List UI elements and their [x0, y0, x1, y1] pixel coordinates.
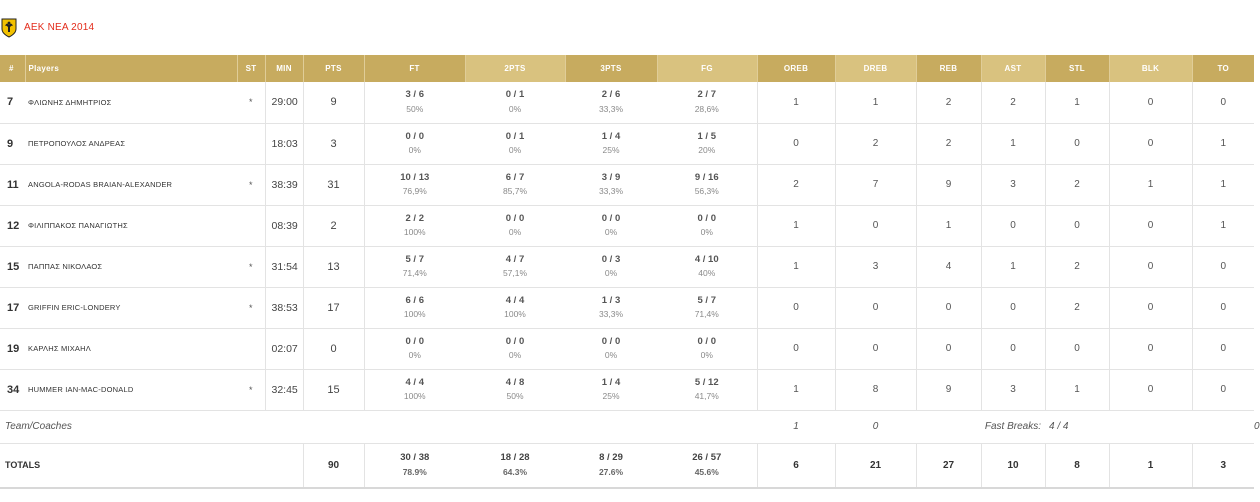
totals-dreb: 21: [835, 443, 916, 488]
totals-two-cell: [465, 443, 565, 488]
ft-pct: 100%: [403, 309, 426, 320]
two-made: 4 / 7: [505, 253, 525, 265]
fg-cell: [657, 328, 757, 369]
col-players: Players: [25, 55, 237, 82]
player-name[interactable]: ΦΛΙΩΝΗΣ ΔΗΜΗΤΡΙΟΣ: [25, 82, 237, 123]
fg-cell: [657, 123, 757, 164]
player-row: [0, 287, 1254, 328]
three-pct: 0%: [604, 268, 618, 279]
minutes: 29:00: [265, 82, 303, 123]
fg-made: 9 / 16: [694, 171, 719, 183]
starter-marker: [237, 123, 265, 164]
totals-blk: 1: [1109, 443, 1192, 488]
team-oreb: 1: [757, 410, 835, 443]
totals-ft-pct: 78.9%: [402, 467, 427, 478]
three-made: 1 / 3: [601, 294, 621, 306]
ft-pct: 0%: [408, 145, 421, 156]
two-made: 0 / 1: [505, 130, 525, 142]
points: 2: [303, 205, 364, 246]
minutes: 38:39: [265, 164, 303, 205]
aek-eagle-icon: [0, 18, 18, 38]
stl: 0: [1045, 123, 1109, 164]
fast-breaks-label: Fast Breaks:: [916, 410, 1045, 443]
totals-to: 3: [1192, 443, 1254, 488]
two-pct: 0%: [508, 104, 522, 115]
fg-cell: [657, 369, 757, 410]
team-header: [0, 0, 1254, 56]
col-ft: FT: [364, 55, 465, 82]
ft-pct: 0%: [408, 350, 421, 361]
dreb: 0: [835, 205, 916, 246]
fg-pct: 20%: [698, 145, 716, 156]
fg-pct: 41,7%: [694, 391, 719, 402]
three-cell: [565, 164, 657, 205]
three-made: 0 / 0: [601, 335, 621, 347]
ft-pct: 50%: [406, 104, 424, 115]
player-row: [0, 123, 1254, 164]
minutes: 32:45: [265, 369, 303, 410]
boxscore-table: [0, 55, 1260, 489]
to: 0: [1192, 369, 1254, 410]
reb: 0: [916, 287, 981, 328]
oreb: 1: [757, 82, 835, 123]
ast: 0: [981, 328, 1045, 369]
team-empty: [1192, 410, 1254, 443]
two-pct: 100%: [504, 309, 526, 320]
three-made: 0 / 3: [601, 253, 621, 265]
team-name[interactable]: AEK NEA 2014: [24, 22, 95, 33]
totals-two-pct: 64.3%: [502, 467, 528, 478]
minutes: 38:53: [265, 287, 303, 328]
starter-marker: [237, 328, 265, 369]
fg-pct: 0%: [700, 227, 713, 238]
col-dreb: DREB: [835, 55, 916, 82]
col-oreb: OREB: [757, 55, 835, 82]
dreb: 8: [835, 369, 916, 410]
stl: 2: [1045, 164, 1109, 205]
two-made: 4 / 8: [505, 376, 525, 388]
player-row: [0, 205, 1254, 246]
three-cell: [565, 369, 657, 410]
two-made: 0 / 1: [505, 89, 525, 101]
oreb: 2: [757, 164, 835, 205]
blk: 0: [1109, 82, 1192, 123]
fg-cell: [657, 164, 757, 205]
reb: 2: [916, 123, 981, 164]
totals-three-cell: [565, 443, 657, 488]
reb: 2: [916, 82, 981, 123]
col-ast: AST: [981, 55, 1045, 82]
stl: 0: [1045, 205, 1109, 246]
player-number: 9: [0, 123, 25, 164]
player-name[interactable]: GRIFFIN ERIC-LONDERY: [25, 287, 237, 328]
player-row: [0, 246, 1254, 287]
player-row: [0, 82, 1254, 123]
stl: 0: [1045, 328, 1109, 369]
fg-made: 5 / 7: [697, 294, 716, 306]
ft-cell: [364, 328, 465, 369]
oreb: 0: [757, 287, 835, 328]
minutes: 31:54: [265, 246, 303, 287]
to: 1: [1192, 205, 1254, 246]
team-dreb: 0: [835, 410, 916, 443]
three-made: 3 / 9: [601, 171, 621, 183]
fg-made: 4 / 10: [694, 253, 719, 265]
totals-reb: 27: [916, 443, 981, 488]
points: 3: [303, 123, 364, 164]
two-cell: [465, 246, 565, 287]
totals-ft: 30 / 38: [400, 452, 430, 464]
three-pct: 33,3%: [598, 309, 624, 320]
fast-breaks-value: 4 / 4: [1045, 410, 1109, 443]
two-pct: 85,7%: [502, 186, 528, 197]
three-pct: 0%: [604, 350, 618, 361]
minutes: 02:07: [265, 328, 303, 369]
reb: 9: [916, 164, 981, 205]
player-row: [0, 369, 1254, 410]
dreb: 1: [835, 82, 916, 123]
two-made: 0 / 0: [505, 212, 525, 224]
oreb: 0: [757, 328, 835, 369]
three-cell: [565, 328, 657, 369]
stl: 2: [1045, 287, 1109, 328]
three-made: 2 / 6: [601, 89, 621, 101]
ft-pct: 100%: [403, 391, 426, 402]
fg-pct: 40%: [698, 268, 716, 279]
three-cell: [565, 123, 657, 164]
points: 17: [303, 287, 364, 328]
reb: 4: [916, 246, 981, 287]
stl: 2: [1045, 246, 1109, 287]
two-cell: [465, 287, 565, 328]
totals-ast: 10: [981, 443, 1045, 488]
starter-marker: [237, 205, 265, 246]
three-pct: 25%: [602, 145, 620, 156]
ast: 3: [981, 369, 1045, 410]
ft-made: 0 / 0: [405, 335, 424, 347]
to: 0: [1192, 287, 1254, 328]
two-pct: 0%: [508, 227, 522, 238]
ft-cell: [364, 246, 465, 287]
points: 13: [303, 246, 364, 287]
team-coaches-label: Team/Coaches: [0, 410, 757, 443]
totals-stl: 8: [1045, 443, 1109, 488]
col-stl: STL: [1045, 55, 1109, 82]
header-row: [0, 55, 1254, 82]
col-num: #: [0, 55, 25, 82]
two-cell: [465, 369, 565, 410]
to: 1: [1192, 164, 1254, 205]
fg-made: 2 / 7: [697, 89, 716, 101]
fg-made: 5 / 12: [694, 376, 719, 388]
two-cell: [465, 82, 565, 123]
to: 0: [1192, 82, 1254, 123]
three-made: 1 / 4: [601, 376, 621, 388]
fg-cell: [657, 246, 757, 287]
two-cell: [465, 328, 565, 369]
totals-pts: 90: [303, 443, 364, 488]
blk: 0: [1109, 328, 1192, 369]
totals-ft-cell: [364, 443, 465, 488]
ft-made: 4 / 4: [405, 376, 424, 388]
player-number: 11: [0, 164, 25, 205]
team-empty: [1109, 410, 1192, 443]
dreb: 0: [835, 328, 916, 369]
ft-made: 0 / 0: [405, 130, 424, 142]
fg-made: 0 / 0: [697, 335, 716, 347]
blk: 0: [1109, 369, 1192, 410]
fg-pct: 0%: [700, 350, 713, 361]
fg-cell: [657, 205, 757, 246]
fg-pct: 28,6%: [694, 104, 719, 115]
player-name[interactable]: ΠΑΠΠΑΣ ΝΙΚΟΛΑΟΣ: [25, 246, 237, 287]
col-blk: BLK: [1109, 55, 1192, 82]
player-number: 34: [0, 369, 25, 410]
three-made: 1 / 4: [601, 130, 621, 142]
totals-fg-cell: [657, 443, 757, 488]
minutes: 18:03: [265, 123, 303, 164]
two-cell: [465, 205, 565, 246]
col-reb: REB: [916, 55, 981, 82]
totals-oreb: 6: [757, 443, 835, 488]
dreb: 0: [835, 287, 916, 328]
fg-cell: [657, 287, 757, 328]
to: 0: [1192, 246, 1254, 287]
points: 9: [303, 82, 364, 123]
to: 1: [1192, 123, 1254, 164]
player-name[interactable]: HUMMER IAN-MAC-DONALD: [25, 369, 237, 410]
two-pct: 0%: [508, 145, 522, 156]
player-row: [0, 164, 1254, 205]
fg-pct: 56,3%: [694, 186, 719, 197]
oreb: 1: [757, 369, 835, 410]
reb: 1: [916, 205, 981, 246]
player-name[interactable]: ΠΕΤΡΟΠΟΥΛΟΣ ΑΝΔΡΕΑΣ: [25, 123, 237, 164]
three-pct: 25%: [602, 391, 620, 402]
oreb: 1: [757, 205, 835, 246]
three-cell: [565, 246, 657, 287]
player-name[interactable]: ΦΙΛΙΠΠΑΚΟΣ ΠΑΝΑΓΙΩΤΗΣ: [25, 205, 237, 246]
totals-row: [0, 443, 1254, 488]
ft-cell: [364, 287, 465, 328]
col-min: MIN: [265, 55, 303, 82]
ft-made: 5 / 7: [405, 253, 424, 265]
ast: 1: [981, 246, 1045, 287]
col-pts: PTS: [303, 55, 364, 82]
dreb: 7: [835, 164, 916, 205]
two-made: 4 / 4: [505, 294, 525, 306]
two-pct: 57,1%: [502, 268, 528, 279]
ast: 2: [981, 82, 1045, 123]
three-pct: 33,3%: [598, 186, 624, 197]
col-st: ST: [237, 55, 265, 82]
player-row: [0, 328, 1254, 369]
ft-cell: [364, 205, 465, 246]
ft-pct: 76,9%: [402, 186, 427, 197]
fg-cell: [657, 82, 757, 123]
ft-made: 6 / 6: [405, 294, 424, 306]
reb: 9: [916, 369, 981, 410]
three-made: 0 / 0: [601, 212, 621, 224]
ft-cell: [364, 123, 465, 164]
ast: 0: [981, 287, 1045, 328]
starter-marker: *: [237, 164, 265, 205]
starter-marker: *: [237, 246, 265, 287]
col-2pts: 2PTS: [465, 55, 565, 82]
col-3pts: 3PTS: [565, 55, 657, 82]
player-number: 19: [0, 328, 25, 369]
totals-two: 18 / 28: [500, 452, 530, 464]
player-number: 12: [0, 205, 25, 246]
player-number: 7: [0, 82, 25, 123]
player-number: 17: [0, 287, 25, 328]
blk: 0: [1109, 123, 1192, 164]
col-to: TO: [1192, 55, 1254, 82]
totals-three: 8 / 29: [599, 452, 623, 464]
ft-made: 2 / 2: [405, 212, 424, 224]
two-cell: [465, 164, 565, 205]
stl: 1: [1045, 369, 1109, 410]
two-pct: 0%: [508, 350, 522, 361]
ft-made: 3 / 6: [405, 89, 424, 101]
two-pct: 50%: [506, 391, 524, 402]
oreb: 0: [757, 123, 835, 164]
points: 15: [303, 369, 364, 410]
dreb: 2: [835, 123, 916, 164]
ft-made: 10 / 13: [400, 171, 430, 183]
totals-three-pct: 27.6%: [598, 467, 624, 478]
starter-marker: *: [237, 287, 265, 328]
blk: 0: [1109, 246, 1192, 287]
three-cell: [565, 205, 657, 246]
three-cell: [565, 287, 657, 328]
oreb: 1: [757, 246, 835, 287]
dreb: 3: [835, 246, 916, 287]
ast: 3: [981, 164, 1045, 205]
player-number: 15: [0, 246, 25, 287]
ft-pct: 71,4%: [402, 268, 427, 279]
ast: 1: [981, 123, 1045, 164]
three-pct: 33,3%: [598, 104, 624, 115]
ast: 0: [981, 205, 1045, 246]
two-made: 0 / 0: [505, 335, 525, 347]
player-name[interactable]: ANGOLA-RODAS BRAIAN-ALEXANDER: [25, 164, 237, 205]
ft-pct: 100%: [403, 227, 426, 238]
fg-made: 1 / 5: [697, 130, 716, 142]
points: 31: [303, 164, 364, 205]
two-cell: [465, 123, 565, 164]
blk: 1: [1109, 164, 1192, 205]
two-made: 6 / 7: [505, 171, 525, 183]
fg-made: 0 / 0: [697, 212, 716, 224]
ft-cell: [364, 369, 465, 410]
team-coaches-row: Team/Coaches 1 0 Fast Breaks: 4 / 4 0: [0, 410, 1254, 443]
minutes: 08:39: [265, 205, 303, 246]
reb: 0: [916, 328, 981, 369]
fg-pct: 71,4%: [694, 309, 719, 320]
to: 0: [1192, 328, 1254, 369]
three-pct: 0%: [604, 227, 618, 238]
ft-cell: [364, 82, 465, 123]
points: 0: [303, 328, 364, 369]
stl: 1: [1045, 82, 1109, 123]
starter-marker: *: [237, 82, 265, 123]
totals-label: TOTALS: [0, 443, 303, 488]
blk: 0: [1109, 205, 1192, 246]
three-cell: [565, 82, 657, 123]
totals-fg: 26 / 57: [692, 452, 722, 464]
starter-marker: *: [237, 369, 265, 410]
player-name[interactable]: ΚΑΡΛΗΣ ΜΙΧΑΗΛ: [25, 328, 237, 369]
blk: 0: [1109, 287, 1192, 328]
ft-cell: [364, 164, 465, 205]
totals-fg-pct: 45.6%: [694, 467, 719, 478]
col-fg: FG: [657, 55, 757, 82]
